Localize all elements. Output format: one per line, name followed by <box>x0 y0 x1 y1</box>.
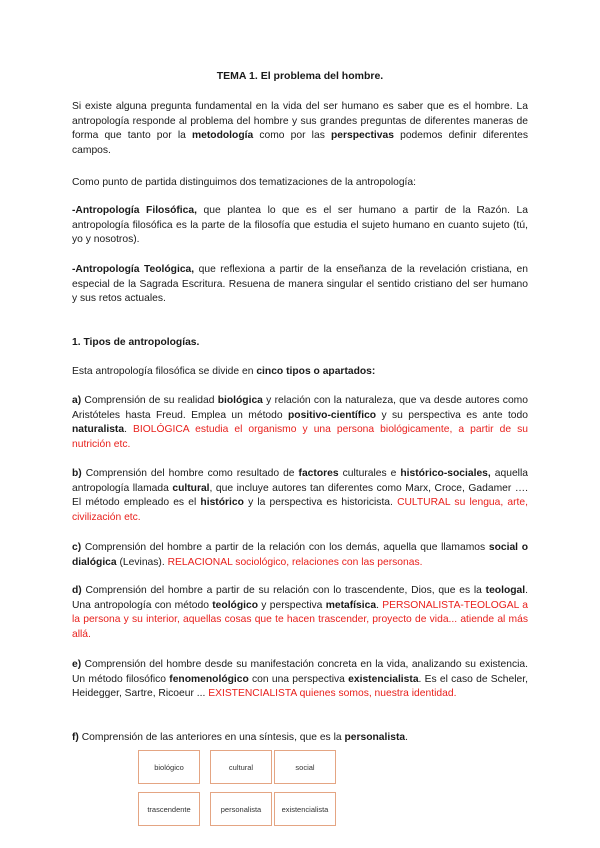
item-b-paragraph: b) Comprensión del hombre como resultado de factores culturales e histórico-sociales, aquella antropología llamada cultural, que incluye autores tan diferentes como Marx, Croce, Gadamer …. El método empleado es el histórico y la perspectiva es historicista. CULTURAL su lengua, arte, civilización etc. <box>72 468 529 523</box>
box-personalista: personalista <box>210 792 272 826</box>
item-d-note: PERSONALISTA-TEOLOGAL a la persona y su interior, aquellas cosas que te hacen trascender, proyecto de vida... atiende al más allá. <box>72 599 529 640</box>
teologica-paragraph: -Antropología Teológica, que reflexiona a partir de la enseñanza de la revelación cristiana, en especial de la Sagrada Escritura. Resuena de manera singular el sentido cristiano del ser humano y sus retos actuales. <box>72 264 528 304</box>
item-c-paragraph: c) Comprensión del hombre a partir de la relación con los demás, aquella que llamamos social o dialógica (Levinas). RELACIONAL sociológico, relaciones con las personas. <box>72 542 528 568</box>
box-trascendente: trascendente <box>138 792 200 826</box>
section-lead: Esta antropología filosófica se divide en cinco tipos o apartados: <box>72 366 376 377</box>
filosofica-paragraph: -Antropología Filosófica, que plantea lo que es el ser humano a partir de la Razón. La antropología filosófica es la parte de la filosofía que estudia el sujeto humano en cuanto sujeto (tú, yo y nosotros). <box>72 205 528 245</box>
box-biologico: biológico <box>138 750 200 784</box>
item-d-paragraph: d) Comprensión del hombre a partir de su relación con lo trascendente, Dios, que es la teologal. Una antropología con método teológico y perspectiva metafísica. PERSONALISTA-TEOLOGAL a la persona y su interior, aquellas cosas que te hacen trascender, proyecto de vida... atiende al más allá. <box>72 585 529 640</box>
item-a-paragraph: a) Comprensión de su realidad biológica y relación con la naturaleza, que va desde autores como Aristóteles hasta Freud. Emplea un método positivo-científico y su perspectiva es ante todo naturalista. BIOLÓGICA estudia el organismo y una persona biológicamente, a partir de su nutrición etc. <box>72 395 528 450</box>
item-e-note: EXISTENCIALISTA quienes somos, nuestra identidad. <box>208 688 457 699</box>
section-heading: 1. Tipos de antropologías. <box>72 337 200 348</box>
box-social: social <box>274 750 336 784</box>
partida-paragraph: Como punto de partida distinguimos dos tematizaciones de la antropología: <box>72 177 417 188</box>
intro-paragraph: Si existe alguna pregunta fundamental en la vida del ser humano es saber que es el hombre. La antropología responde al problema del hombre y sus grandes preguntas de diferentes maneras de forma que tanto por la metodología como por las perspectivas podemos definir diferentes campos. <box>72 101 528 156</box>
box-cultural: cultural <box>210 750 272 784</box>
box-existencialista: existencialista <box>274 792 336 826</box>
item-b-note: CULTURAL su lengua, arte, civilización etc. <box>72 497 529 523</box>
item-a-note: BIOLÓGICA estudia el organismo y una persona biológicamente, a partir de su nutrición etc. <box>72 424 528 450</box>
item-e-paragraph: e) Comprensión del hombre desde su manifestación concreta en la vida, analizando su existencia. Un método filosófico fenomenológico con una perspectiva existencialista. Es el caso de Scheler, Heidegger, Sartre, Ricoeur ... EXISTENCIALISTA quienes somos, nuestra identidad. <box>72 659 528 699</box>
item-c-note: RELACIONAL sociológico, relaciones con las personas. <box>167 556 423 568</box>
item-f-paragraph: f) Comprensión de las anteriores en una síntesis, que es la personalista. <box>72 732 408 743</box>
document-title: TEMA 1. El problema del hombre. <box>216 70 384 82</box>
